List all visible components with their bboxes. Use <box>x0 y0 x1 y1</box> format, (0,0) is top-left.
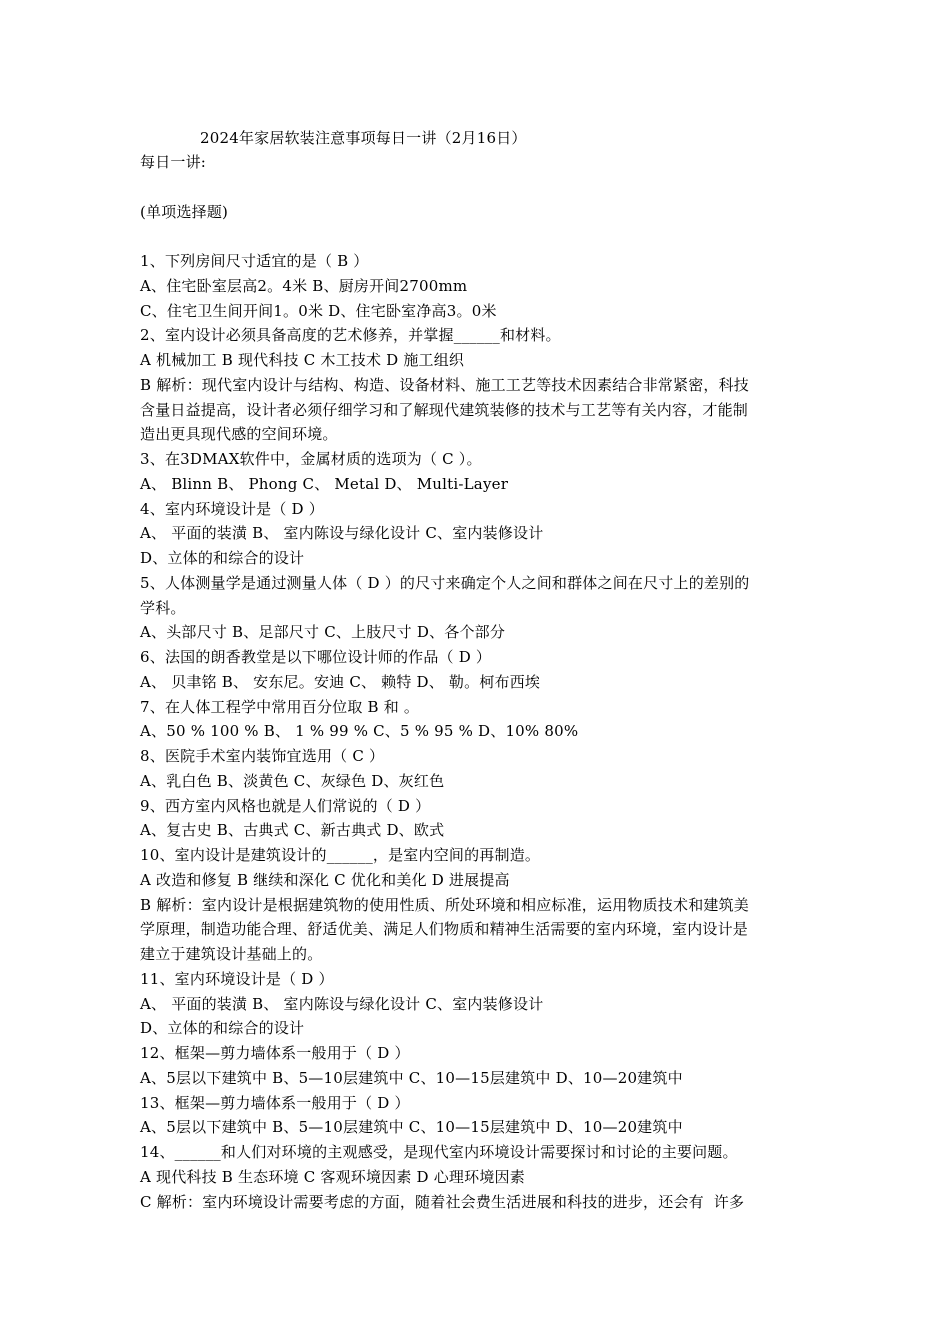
question-line: 6、法国的朗香教堂是以下哪位设计师的作品（ D ） <box>140 648 492 666</box>
question-line: 8、医院手术室内装饰宜选用（ C ） <box>140 747 385 765</box>
option-line: C、住宅卫生间开间1。0米 D、住宅卧室净高3。0米 <box>140 301 497 320</box>
document-body <box>140 150 820 1214</box>
explanation-line: 造出更具现代感的空间环境。 <box>140 425 338 444</box>
option-line: A、乳白色 B、淡黄色 C、灰绿色 D、灰红色 <box>140 771 445 790</box>
section-heading: (单项选择题) <box>140 202 229 221</box>
option-line: A 改造和修复 B 继续和深化 C 优化和美化 D 进展提高 <box>140 870 510 889</box>
question-line: 9、西方室内风格也就是人们常说的（ D ） <box>140 796 431 815</box>
question-line: 2、室内设计必须具备高度的艺术修养，并掌握______和材料。 <box>140 326 561 345</box>
option-line: D、立体的和综合的设计 <box>140 1019 305 1038</box>
explanation-line: B 解析：室内设计是根据建筑物的使用性质、所处环境和相应标准，运用物质技术和建筑美 <box>140 895 749 914</box>
option-line: A、 贝聿铭 B、 安东尼。安迪 C、 赖特 D、 勒。柯布西埃 <box>140 672 541 691</box>
question-line: 7、在人体工程学中常用百分位取 B 和 。 <box>140 697 420 716</box>
document-title: 2024年家居软装注意事项每日一讲（2月16日） <box>200 129 527 147</box>
option-line: A、5层以下建筑中 B、5—10层建筑中 C、10—15层建筑中 D、10—20建筑中 <box>140 1068 683 1087</box>
question-line: 14、______和人们对环境的主观感受，是现代室内环境设计需要探讨和讨论的主要问题。 <box>140 1143 738 1161</box>
option-line: A、头部尺寸 B、足部尺寸 C、上肢尺寸 D、各个部分 <box>140 623 506 642</box>
question-line: 学科。 <box>140 598 186 617</box>
option-line: A、住宅卧室层高2。4米 B、厨房开间2700mm <box>140 276 468 295</box>
text-line: 每日一讲: <box>140 153 207 171</box>
explanation-line: C 解析：室内环境设计需要考虑的方面，随着社会费生活进展和科技的进步，还会有 许多 <box>140 1192 745 1211</box>
option-line: A、复古史 B、古典式 C、新古典式 D、欧式 <box>140 821 445 840</box>
option-line: A、50 % 100 % B、 1 % 99 % C、5 % 95 % D、10% 80% <box>140 722 579 741</box>
option-line: A 机械加工 B 现代科技 C 木工技术 D 施工组织 <box>140 351 465 369</box>
option-line: A、 Blinn B、 Phong C、 Metal D、 Multi-Layer <box>140 474 509 493</box>
explanation-line: 含量日益提高，设计者必须仔细学习和了解现代建筑装修的技术与工艺等有关内容，才能制 <box>140 400 749 419</box>
option-line: A、 平面的装潢 B、 室内陈设与绿化设计 C、室内装修设计 <box>140 994 544 1013</box>
option-line: A、5层以下建筑中 B、5—10层建筑中 C、10—15层建筑中 D、10—20建筑中 <box>140 1118 683 1137</box>
question-line: 13、框架—剪力墙体系一般用于（ D ） <box>140 1093 410 1112</box>
blank-line <box>140 224 820 249</box>
question-line: 12、框架—剪力墙体系一般用于（ D ） <box>140 1044 410 1062</box>
option-line: A、 平面的装潢 B、 室内陈设与绿化设计 C、室内装修设计 <box>140 524 544 543</box>
option-line: D、立体的和综合的设计 <box>140 549 305 567</box>
explanation-line: 学原理，制造功能合理、舒适优美、满足人们物质和精神生活需要的室内环境，室内设计是 <box>140 920 749 939</box>
explanation-line: 建立于建筑设计基础上的。 <box>140 945 323 963</box>
question-line: 5、人体测量学是通过测量人体（ D ）的尺寸来确定个人之间和群体之间在尺寸上的差别的 <box>140 573 750 592</box>
question-line: 3、在3DMAX软件中，金属材质的选项为（ C ）。 <box>140 450 482 468</box>
blank-line <box>140 175 820 200</box>
question-line: 10、室内设计是建筑设计的______，是室内空间的再制造。 <box>140 846 541 864</box>
explanation-line: B 解析：现代室内设计与结构、构造、设备材料、施工工艺等技术因素结合非常紧密，科技 <box>140 375 749 394</box>
question-line: 1、下列房间尺寸适宜的是（ B ） <box>140 252 369 270</box>
option-line: A 现代科技 B 生态环境 C 客观环境因素 D 心理环境因素 <box>140 1167 525 1186</box>
question-line: 11、室内环境设计是（ D ） <box>140 969 334 988</box>
question-line: 4、室内环境设计是（ D ） <box>140 499 324 518</box>
